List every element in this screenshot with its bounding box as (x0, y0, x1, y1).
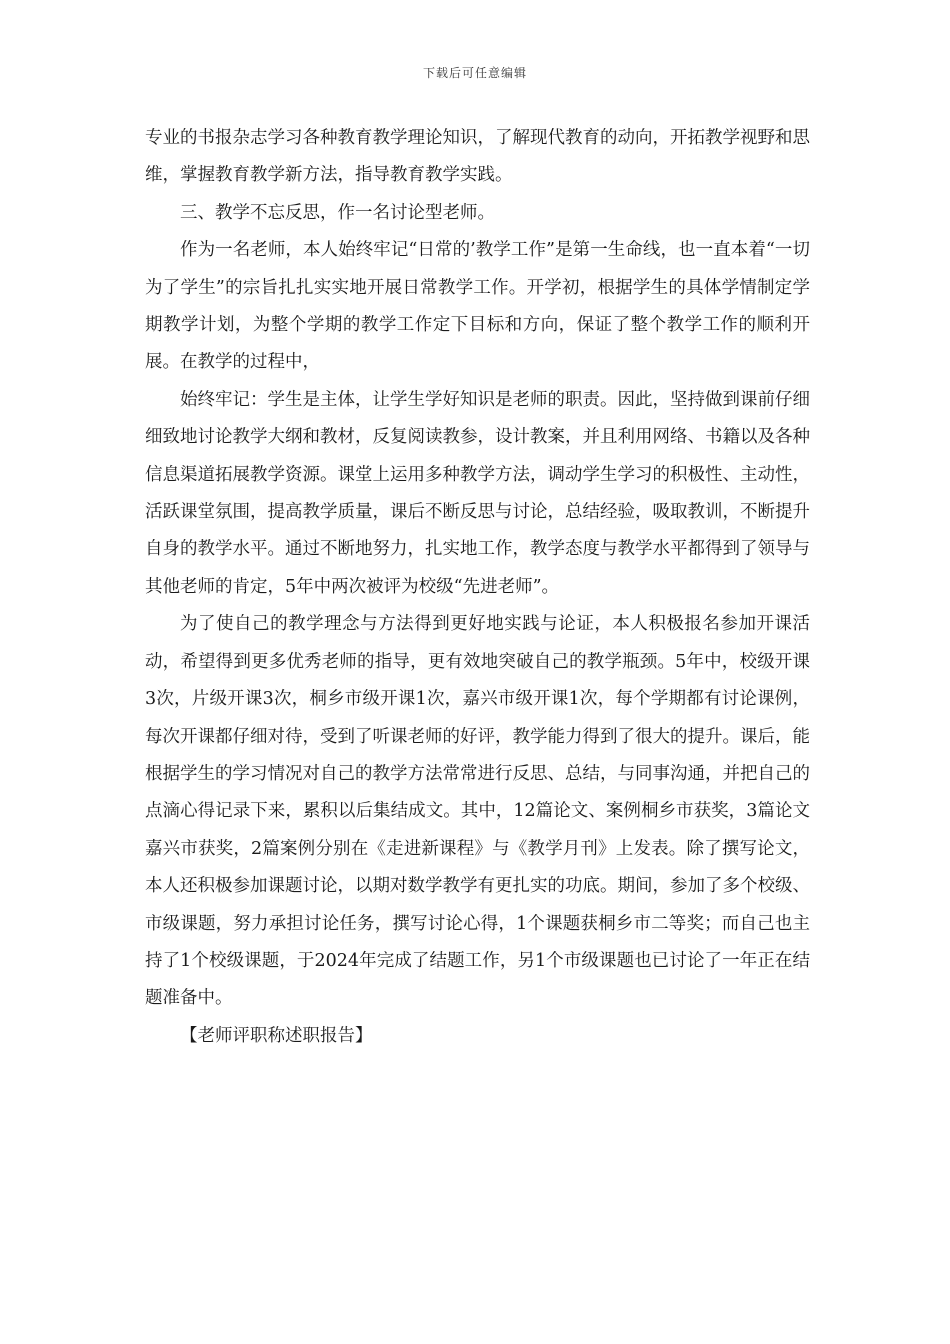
section-heading: 三、教学不忘反思，作一名讨论型老师。 (180, 202, 495, 223)
document-body (145, 120, 810, 1055)
paragraph: 专业的书报杂志学习各种教育教学理论知识，了解现代教育的动向，开拓教学视野和思维，掌握教育教学新方法，指导教育教学实践。 (145, 128, 810, 186)
paragraph: 始终牢记：学生是主体，让学生学好知识是老师的职责。因此，坚持做到课前仔细细致地讨论教学大纲和教材，反复阅读教参，设计教案，并且利用网络、书籍以及各种信息渠道拓展教学资源。课堂上运用多种教学方法，调动学生学习的积极性、主动性，活跃课堂氛围，提高教学质量，课后不断反思与讨论，总结经验，吸取教训，不断提升自身的教学水平。通过不断地努力，扎实地工作，教学态度与教学水平都得到了领导与其他老师的肯定，5年中两次被评为校级“先进老师”。 (145, 389, 810, 597)
paragraph: 为了使自己的教学理念与方法得到更好地实践与论证，本人积极报名参加开课活动，希望得到更多优秀老师的指导，更有效地突破自己的教学瓶颈。5年中，校级开课3次，片级开课3次，桐乡市级开课1次，嘉兴市级开课1次，每个学期都有讨论课例，每次开课都仔细对待，受到了听课老师的好评，教学能力得到了很大的提升。课后，能根据学生的学习情况对自己的教学方法常常进行反思、总结，与同事沟通，并把自己的点滴心得记录下来，累积以后集结成文。其中，12篇论文、案例桐乡市获奖，3篇论文嘉兴市获奖，2篇案例分别在《走进新课程》与《教学月刊》上发表。除了撰写论文，本人还积极参加课题讨论，以期对数学教学有更扎实的功底。期间，参加了多个校级、市级课题，努力承担讨论任务，撰写讨论心得，1个课题获桐乡市二等奖；而自己也主持了1个校级课题，于2024年完成了结题工作，另1个市级课题也已讨论了一年正在结题准备中。 (145, 614, 810, 1009)
page-header: 下载后可任意编辑 (422, 66, 527, 80)
document-title-link: 【老师评职称述职报告】 (180, 1025, 373, 1046)
paragraph: 作为一名老师，本人始终牢记“日常的’教学工作”是第一生命线，也一直本着“一切为了学生”的宗旨扎扎实实地开展日常教学工作。开学初，根据学生的具体学情制定学期教学计划，为整个学期的教学工作定下目标和方向，保证了整个教学工作的顺利开展。在教学的过程中， (145, 240, 810, 373)
